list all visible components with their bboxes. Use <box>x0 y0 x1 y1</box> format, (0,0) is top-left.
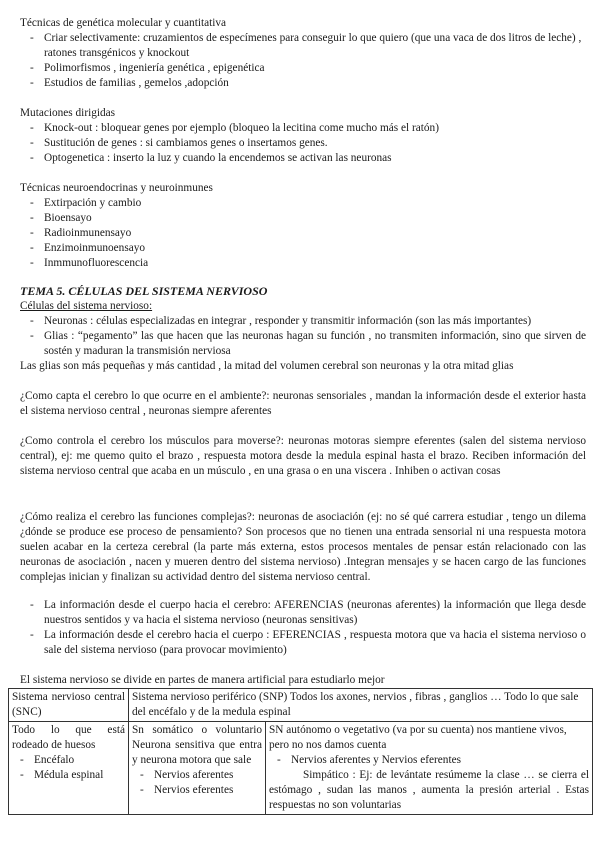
section-molecular <box>20 16 586 91</box>
list-item: - Extirpación y cambio <box>20 196 586 211</box>
dash-list <box>20 314 586 359</box>
section-title: Mutaciones dirigidas <box>20 107 116 119</box>
glias-note: Las glias son más pequeñas y más cantidad , la mitad del volumen cerebral son neuronas y la otra mitad glias <box>20 360 514 372</box>
list-item: - Polimorfismos , ingeniería genética , epigenética <box>20 61 586 76</box>
table-row <box>9 689 593 722</box>
paragraph: ¿Cómo realiza el cerebro las funciones complejas?: neuronas de asociación (ej: no sé qué carrera estudiar , tengo un dilema ¿dónde se produce ese proceso de pensamiento? Son procesos que no tienen una entrada sensorial ni una respuesta motora suelen acabar en la certeza cerebral (la parte más externa, estos procesos mentales de pensar están relacionado con las neuronas de asociación , nacen y mueren dentro del sistema nervioso) .Integran mensajes y se hacen cargo de las funciones complejas inician y finalizan su actividad dentro del sistema nervioso central. <box>20 511 586 583</box>
table-caption: El sistema nervioso se divide en partes de manera artificial para estudiarlo mejor <box>20 674 385 686</box>
list-item: - Nervios aferentes y Nervios eferentes <box>269 753 589 768</box>
list-item: - Glias : “pegamento” las que hacen que las neuronas hagan su función , no transmiten información, sino que sirven de sostén y maduran la transmisión nerviosa <box>20 329 586 359</box>
list-item: - La información desde el cuerpo hacia el cerebro: AFERENCIAS (neuronas aferentes) la información que llega desde nuestros sentidos y va hacia el sistema nervioso (neuronas sensitivas) <box>20 598 586 628</box>
dash-list <box>132 768 262 798</box>
table-cell-somatico <box>129 722 266 815</box>
list-item: - Inmmunofluorescencia <box>20 256 586 271</box>
table-cell-autonomo <box>266 722 593 815</box>
paragraph: ¿Como controla el cerebro los músculos para moverse?: neuronas motoras siempre eferentes (salen del sistema nervioso central), ej: me quemo quito el brazo , respuesta motora desde la medula espinal hasta el brazo. Reciben información del sistema nervioso central que acaba en un músculo , en una grasa o en una viscera . Inhiben o activan cosas <box>20 435 586 477</box>
somatico-text: Sn somático o voluntario Neurona sensitiva que entra y neurona motora que sale <box>132 724 262 766</box>
list-item: - Criar selectivamente: cruzamientos de especímenes para conseguir lo que quiero (que una vaca de dos litros de leche) , ratones transgénicos y knockout <box>20 31 586 61</box>
dash-list <box>269 753 589 768</box>
dash-list <box>20 598 586 658</box>
list-item: - Enzimoinmunoensayo <box>20 241 586 256</box>
paragraph-sensoriales <box>20 389 586 419</box>
list-item: - Estudios de familias , gemelos ,adopción <box>20 76 586 91</box>
list-item: - Optogenetica : inserto la luz y cuando la encendemos se activan las neuronas <box>20 151 586 166</box>
table-cell-snc-body <box>9 722 129 815</box>
simpatico-text: Simpático : Ej: de levántate resúmeme la clase … se cierra el estómago , sudan las manos , aumenta la presión arterial . Estas respuestas no son voluntarias <box>269 769 589 811</box>
list-item: - La información desde el cerebro hacia el cuerpo : EFERENCIAS , respuesta motora que va hacia el sistema nervioso o sale del sistema nervioso (para provocar movimiento) <box>20 628 586 658</box>
autonomo-text: SN autónomo o vegetativo (va por su cuenta) nos mantiene vivos, pero no nos damos cuenta <box>269 724 567 751</box>
section-title: Técnicas neuroendocrinas y neuroinmunes <box>20 182 213 194</box>
paragraph-motoras <box>20 434 586 479</box>
table-intro <box>20 673 586 688</box>
table-row <box>9 722 593 815</box>
list-item: - Sustitución de genes : si cambiamos genes o insertamos genes. <box>20 136 586 151</box>
dash-list <box>12 753 125 783</box>
page-heading: TEMA 5. CÉLULAS DEL SISTEMA NERVIOSO <box>20 284 268 298</box>
subheading: Células del sistema nervioso: <box>20 300 153 312</box>
section-title: Técnicas de genética molecular y cuantitativa <box>20 17 227 29</box>
paragraph: ¿Como capta el cerebro lo que ocurre en el ambiente?: neuronas sensoriales , mandan la información desde el exterior hasta el sistema nervioso central , neuronas siempre aferentes <box>20 390 586 417</box>
section-neuroendocrinas <box>20 181 586 271</box>
list-item: - Bioensayo <box>20 211 586 226</box>
section-mutaciones <box>20 106 586 166</box>
section-aferencias <box>20 598 586 658</box>
list-item: - Encéfalo <box>12 753 125 768</box>
list-item: - Neuronas : células especializadas en integrar , responder y transmitir información (son las más importantes) <box>20 314 586 329</box>
list-item: - Médula espinal <box>12 768 125 783</box>
list-item: - Nervios eferentes <box>132 783 262 798</box>
table-cell-snp-title: Sistema nervioso periférico (SNP) Todos los axones, nervios , fibras , ganglios … Todo lo que sale del encéfalo y de la medula espinal <box>129 689 593 722</box>
list-item: - Knock-out : bloquear genes por ejemplo (bloqueo la lecitina come mucho más el ratón) <box>20 121 586 136</box>
dash-list <box>20 196 586 271</box>
section-tema5 <box>20 284 586 374</box>
list-item: - Nervios aferentes <box>132 768 262 783</box>
dash-list <box>20 31 586 91</box>
paragraph-asociacion <box>20 510 586 585</box>
table-cell-snc-title: Sistema nervioso central (SNC) <box>9 689 129 722</box>
dash-list <box>20 121 586 166</box>
snc-body-text: Todo lo que está rodeado de huesos <box>12 724 125 751</box>
nervous-system-table <box>8 688 593 815</box>
list-item: - Radioinmunensayo <box>20 226 586 241</box>
